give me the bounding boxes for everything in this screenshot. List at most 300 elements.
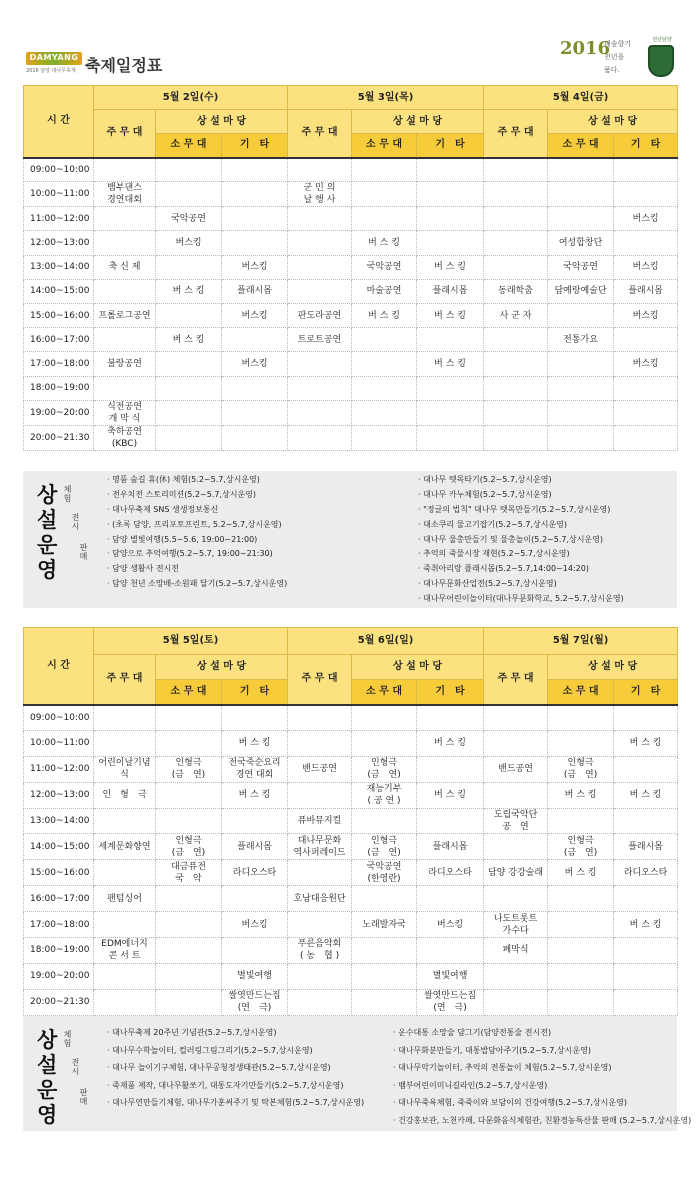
event-cell: 버 스 킹 (417, 255, 484, 279)
list-item: · (초록 담양, 프리포토프린트, 5.2~5.7,상시운영) (107, 518, 287, 533)
time-slot: 16:00~17:00 (24, 328, 94, 352)
event-cell: 쌀엿만드는집 (연 극) (417, 989, 484, 1015)
event-cell (484, 989, 548, 1015)
event-cell: 판도라공연 (288, 303, 352, 327)
event-cell (484, 730, 548, 756)
event-cell (417, 328, 484, 352)
event-cell (222, 328, 288, 352)
time-slot: 15:00~16:00 (24, 303, 94, 327)
event-cell: 버 스 킹 (352, 231, 417, 255)
event-cell: 폐막식 (484, 938, 548, 964)
permanent-label-char: 상 (37, 1028, 58, 1052)
list-item: · 대나무어린이놀이터(대나무문화학교, 5.2~5.7,상시운영) (418, 592, 624, 607)
small-stage-header: 소 무 대 (156, 680, 222, 705)
event-cell: 팬텀싱어 (94, 886, 156, 912)
event-cell: 버스킹 (156, 231, 222, 255)
list-item: · 대나무연만들기체험, 대나무가훈써주기 및 탁본체험(5.2~5.7,상시운영) (107, 1094, 364, 1112)
event-cell (288, 400, 352, 425)
list-item: · 대나무수학놀이터, 컬러링그림그리기(5.2~5.7,상시운영) (107, 1042, 364, 1060)
event-cell (548, 182, 614, 207)
event-cell (222, 376, 288, 400)
time-slot: 16:00~17:00 (24, 886, 94, 912)
day-header: 5월 3일(목) (288, 86, 484, 110)
event-cell (94, 912, 156, 938)
event-cell (484, 425, 548, 450)
logo-text: DAMYANG (29, 53, 79, 62)
event-cell (222, 705, 288, 731)
table-row (24, 425, 678, 450)
event-cell (417, 182, 484, 207)
event-cell (417, 808, 484, 834)
event-cell (614, 231, 678, 255)
list-item: · 담양 천년 소망배-소원패 달기(5.2~5.7,상시운영) (107, 577, 287, 592)
permanent-yard-header: 상 설 마 당 (156, 110, 288, 134)
main-stage-header: 주 무 대 (94, 655, 156, 705)
event-cell (548, 158, 614, 182)
table-row (24, 834, 678, 860)
list-item: · "정글의 법칙" 대나무 뗏목만들기(5.2~5.7,상시운영) (418, 503, 624, 518)
table-row (24, 730, 678, 756)
event-cell (94, 808, 156, 834)
event-cell (288, 376, 352, 400)
event-cell: 별빛여행 (222, 963, 288, 989)
table-row (24, 705, 678, 731)
permanent-label-char: 영 (37, 1103, 58, 1127)
list-item: · 대나무문화산업전(5.2~5.7,상시운영) (418, 577, 624, 592)
event-cell: 버 스 킹 (417, 730, 484, 756)
event-cell (94, 231, 156, 255)
event-cell (156, 303, 222, 327)
event-cell: 인형극 (금 연) (156, 834, 222, 860)
event-cell (156, 158, 222, 182)
brand-mark (560, 36, 642, 80)
program-list-left (107, 473, 287, 592)
event-cell (352, 400, 417, 425)
event-cell: 전국죽순요리 경연 대회 (222, 756, 288, 782)
event-cell (156, 989, 222, 1015)
event-cell (614, 886, 678, 912)
time-slot: 17:00~18:00 (24, 352, 94, 376)
event-cell: 버스킹 (222, 303, 288, 327)
small-stage-header: 소 무 대 (352, 680, 417, 705)
event-cell (156, 400, 222, 425)
event-cell (352, 376, 417, 400)
event-cell (94, 963, 156, 989)
event-cell (548, 376, 614, 400)
main-stage-header: 주 무 대 (288, 110, 352, 158)
table-row (24, 912, 678, 938)
event-cell (484, 400, 548, 425)
event-cell (548, 963, 614, 989)
table-row (24, 989, 678, 1015)
event-cell (352, 808, 417, 834)
event-cell: 버 스 킹 (417, 782, 484, 808)
event-cell (156, 938, 222, 964)
event-cell (484, 255, 548, 279)
list-item: · 대나무축제 20주년 기념관(5.2~5.7,상시운영) (107, 1024, 364, 1042)
event-cell: 담양 강강술래 (484, 860, 548, 886)
event-cell: 버스킹 (614, 352, 678, 376)
event-cell: 버 스 킹 (548, 782, 614, 808)
event-cell: 대나무문화 역사퍼레이드 (288, 834, 352, 860)
event-cell: 국악공연 (352, 255, 417, 279)
event-cell: 플래시몹 (614, 279, 678, 303)
table-row (24, 207, 678, 231)
table-row (24, 963, 678, 989)
program-list-right (418, 473, 624, 607)
event-cell: 여성합창단 (548, 231, 614, 255)
event-cell (484, 963, 548, 989)
table-row (24, 400, 678, 425)
event-cell (288, 860, 352, 886)
event-cell: 별빛여행 (417, 963, 484, 989)
event-cell (288, 705, 352, 731)
event-cell (288, 989, 352, 1015)
event-cell: 버스킹 (222, 912, 288, 938)
event-cell (156, 886, 222, 912)
event-cell (548, 938, 614, 964)
event-cell (288, 231, 352, 255)
event-cell: 인 형 극 (94, 782, 156, 808)
event-cell (417, 705, 484, 731)
event-cell: 버 스 킹 (614, 782, 678, 808)
event-cell: 군 민 의 날 행 사 (288, 182, 352, 207)
event-cell: 버 스 킹 (222, 782, 288, 808)
event-cell (614, 989, 678, 1015)
time-slot: 19:00~20:00 (24, 963, 94, 989)
event-cell (417, 158, 484, 182)
event-cell (484, 352, 548, 376)
page-title: 축제일정표 (85, 56, 163, 75)
day-header: 5월 6일(일) (288, 628, 484, 655)
event-cell: 어린이날기념식 (94, 756, 156, 782)
event-cell (222, 808, 288, 834)
list-item: · 대나무축제 SNS 생생정보통신 (107, 503, 287, 518)
event-cell: 대금퓨전 국 악 (156, 860, 222, 886)
event-cell (484, 834, 548, 860)
event-cell: 인형극 (금 연) (156, 756, 222, 782)
permanent-yard-header: 상 설 마 당 (156, 655, 288, 680)
list-item: · 대나무 물총만들기 및 물총놀이(5.2~5.7,상시운영) (418, 533, 624, 548)
time-slot: 10:00~11:00 (24, 730, 94, 756)
time-slot: 14:00~15:00 (24, 834, 94, 860)
event-cell (352, 328, 417, 352)
table-row (24, 756, 678, 782)
main-stage-header: 주 무 대 (288, 655, 352, 705)
event-cell: 인형극 (금 연) (548, 834, 614, 860)
brand-year: 2016 (560, 38, 611, 59)
event-cell: 식전공연 개 막 식 (94, 400, 156, 425)
event-cell (94, 279, 156, 303)
event-cell (614, 376, 678, 400)
table-row (24, 303, 678, 327)
day-header: 5월 5일(토) (94, 628, 288, 655)
event-cell (548, 730, 614, 756)
event-cell (484, 182, 548, 207)
event-cell (288, 963, 352, 989)
event-cell (94, 989, 156, 1015)
table-row (24, 938, 678, 964)
event-cell: 세계문화향연 (94, 834, 156, 860)
event-cell (156, 912, 222, 938)
list-item: · 대나무죽욕체험, 죽죽이와 보담이의 건강여행(5.2~5.7,상시운영) (393, 1094, 691, 1112)
event-cell: 밴드공연 (288, 756, 352, 782)
brand-tagline-line: 대숲향기 (604, 40, 632, 48)
event-cell: 버스킹 (417, 912, 484, 938)
event-cell (614, 400, 678, 425)
event-cell (417, 400, 484, 425)
list-item: · 담양 별빛여행(5.5~5.6, 19:00~21:00) (107, 533, 287, 548)
list-item: · 뱀부어린이미니길라인(5.2~5.7,상시운영) (393, 1077, 691, 1095)
list-item: · 대나무 놀이기구체험, 대나무공청정생태관(5.2~5.7,상시운영) (107, 1059, 364, 1077)
event-cell: 플래시몹 (417, 834, 484, 860)
event-cell (352, 705, 417, 731)
table-row (24, 886, 678, 912)
event-cell: 버 스 킹 (352, 303, 417, 327)
event-cell (614, 425, 678, 450)
event-cell (156, 730, 222, 756)
brand-tagline-line: 천년을 (604, 53, 625, 61)
emblem-shield-icon (648, 45, 674, 77)
event-cell: 플래시몹 (614, 834, 678, 860)
event-cell (288, 279, 352, 303)
time-slot: 10:00~11:00 (24, 182, 94, 207)
event-cell: 인형극 (금 연) (352, 834, 417, 860)
event-cell: 노래발자국 (352, 912, 417, 938)
main-stage-header: 주 무 대 (484, 110, 548, 158)
event-cell (288, 352, 352, 376)
event-cell (156, 182, 222, 207)
time-slot: 12:00~13:00 (24, 782, 94, 808)
time-slot: 11:00~12:00 (24, 756, 94, 782)
permanent-yard-header: 상 설 마 당 (352, 110, 484, 134)
event-cell (288, 782, 352, 808)
event-cell (156, 352, 222, 376)
permanent-label (33, 471, 93, 608)
event-cell: 버스킹 (614, 255, 678, 279)
event-cell (352, 963, 417, 989)
event-cell (222, 158, 288, 182)
small-stage-header: 소 무 대 (352, 134, 417, 158)
event-cell: 도립국악단 공 연 (484, 808, 548, 834)
event-cell (484, 376, 548, 400)
list-item: · 대나무화분만들기, 대통밥담아주기(5.2~5.7,상시운영) (393, 1042, 691, 1060)
event-cell (288, 158, 352, 182)
event-cell (222, 182, 288, 207)
table-row (24, 376, 678, 400)
event-cell (417, 231, 484, 255)
event-cell: 뱀부댄스 경연대회 (94, 182, 156, 207)
event-cell (156, 963, 222, 989)
event-cell (417, 207, 484, 231)
event-cell (417, 756, 484, 782)
list-item: · 명품 숲길 휴(休) 체험(5.2~5.7,상시운영) (107, 473, 287, 488)
event-cell (484, 705, 548, 731)
permanent-label-char: 운 (37, 533, 58, 557)
event-cell (288, 730, 352, 756)
day-header: 5월 2일(수) (94, 86, 288, 110)
event-cell: 버 스 킹 (548, 860, 614, 886)
event-cell: 퓨바뮤지컬 (288, 808, 352, 834)
event-cell (156, 808, 222, 834)
permanent-sub-label: 체 험 (63, 1030, 72, 1048)
event-cell (614, 158, 678, 182)
permanent-label-char: 운 (37, 1078, 58, 1102)
table-row (24, 255, 678, 279)
table-row (24, 860, 678, 886)
event-cell (352, 730, 417, 756)
table-row (24, 279, 678, 303)
event-cell (288, 912, 352, 938)
other-header: 기 타 (222, 680, 288, 705)
event-cell (548, 912, 614, 938)
list-item: · 담양 생활사 전시전 (107, 562, 287, 577)
event-cell: 버 스 킹 (417, 352, 484, 376)
permanent-sub-label: 전 시 (71, 513, 80, 531)
program-list-left (107, 1024, 364, 1112)
time-slot: 09:00~10:00 (24, 158, 94, 182)
event-cell: 라디오스타 (614, 860, 678, 886)
event-cell (484, 158, 548, 182)
other-header: 기 타 (417, 134, 484, 158)
event-cell: 플래시몹 (222, 834, 288, 860)
event-cell (614, 756, 678, 782)
main-stage-header: 주 무 대 (484, 655, 548, 705)
brand-tagline (604, 38, 631, 77)
event-cell: 라디오스타 (222, 860, 288, 886)
event-cell (417, 886, 484, 912)
event-cell: 플래시몹 (222, 279, 288, 303)
time-slot: 19:00~20:00 (24, 400, 94, 425)
county-emblem (648, 36, 676, 80)
event-cell (288, 207, 352, 231)
small-stage-header: 소 무 대 (548, 134, 614, 158)
event-cell: 재능기부 ( 공 연 ) (352, 782, 417, 808)
event-cell (484, 782, 548, 808)
permanent-label (33, 1016, 93, 1131)
permanent-programs-week1 (23, 471, 677, 608)
list-item: · 건강홍보관, 노천카페, 다문화음식체험관, 친환경농특산물 판매 (5.2~5.7,상시운영) (393, 1112, 691, 1130)
event-cell (94, 158, 156, 182)
event-cell (222, 938, 288, 964)
permanent-sub-label: 전 시 (71, 1058, 80, 1076)
event-cell (352, 425, 417, 450)
page-header (0, 0, 699, 84)
event-cell (484, 886, 548, 912)
permanent-sub-label: 체 험 (63, 485, 72, 503)
table-row (24, 182, 678, 207)
brand-tagline-line: 품다. (604, 66, 620, 74)
festival-logo (26, 52, 82, 76)
event-cell (548, 425, 614, 450)
permanent-label-char: 설 (37, 1053, 58, 1077)
table-row (24, 808, 678, 834)
event-cell: 국악공연 (548, 255, 614, 279)
event-cell: 인형극 (금 연) (352, 756, 417, 782)
event-cell: 축 신 제 (94, 255, 156, 279)
event-cell: 버스킹 (222, 255, 288, 279)
event-cell: 호남대응원단 (288, 886, 352, 912)
table-row (24, 328, 678, 352)
permanent-label-char: 상 (37, 483, 58, 507)
event-cell: 쌀엿만드는집 (연 극) (222, 989, 288, 1015)
permanent-label-char: 설 (37, 508, 58, 532)
permanent-sub-label: 판 매 (79, 1088, 88, 1106)
event-cell (94, 328, 156, 352)
event-cell (548, 207, 614, 231)
event-cell (548, 352, 614, 376)
event-cell: 버 스 킹 (156, 279, 222, 303)
event-cell (548, 886, 614, 912)
event-cell (614, 328, 678, 352)
permanent-yard-header: 상 설 마 당 (352, 655, 484, 680)
event-cell (548, 989, 614, 1015)
table-row (24, 158, 678, 182)
day-header: 5월 4일(금) (484, 86, 678, 110)
event-cell (222, 425, 288, 450)
other-header: 기 타 (417, 680, 484, 705)
time-slot: 18:00~19:00 (24, 376, 94, 400)
event-cell (352, 886, 417, 912)
event-cell (94, 860, 156, 886)
event-cell: 버스킹 (614, 303, 678, 327)
event-cell: 버 스 킹 (614, 912, 678, 938)
permanent-yard-header: 상 설 마 당 (548, 655, 678, 680)
event-cell (156, 255, 222, 279)
logo-subtext: 2016 담양 대나무축제 (26, 68, 76, 74)
list-item: · 죽제품 제작, 대나무활쏘기, 대통도자기만들기(5.2~5.7,상시운영) (107, 1077, 364, 1095)
event-cell: 버 스 킹 (417, 303, 484, 327)
event-cell (484, 328, 548, 352)
event-cell: 사 군 자 (484, 303, 548, 327)
event-cell (352, 207, 417, 231)
event-cell: 불랑공연 (94, 352, 156, 376)
list-item: · 대나무 카누체험(5.2~5.7,상시운영) (418, 488, 624, 503)
time-slot: 13:00~14:00 (24, 808, 94, 834)
time-slot: 09:00~10:00 (24, 705, 94, 731)
other-header: 기 타 (614, 134, 678, 158)
event-cell: 축하공연 (KBC) (94, 425, 156, 450)
event-cell (614, 808, 678, 834)
event-cell (417, 376, 484, 400)
event-cell: 푸른음악회 ( 농 협 ) (288, 938, 352, 964)
event-cell: 버스킹 (614, 207, 678, 231)
event-cell: 마술공연 (352, 279, 417, 303)
event-cell (352, 182, 417, 207)
event-cell (222, 231, 288, 255)
event-cell: 인형극 (금 연) (548, 756, 614, 782)
schedule-table-week1 (23, 85, 678, 451)
event-cell (94, 705, 156, 731)
event-cell (614, 705, 678, 731)
permanent-sub-label: 판 매 (79, 543, 88, 561)
other-header: 기 타 (614, 680, 678, 705)
other-header: 기 타 (222, 134, 288, 158)
list-item: · 운수대통 소망술 담그기(담양전통술 전시전) (393, 1024, 691, 1042)
event-cell (352, 352, 417, 376)
time-header: 시 간 (24, 86, 94, 158)
time-slot: 12:00~13:00 (24, 231, 94, 255)
event-cell: 버 스 킹 (222, 730, 288, 756)
time-slot: 15:00~16:00 (24, 860, 94, 886)
event-cell (548, 400, 614, 425)
permanent-programs-week2 (23, 1016, 692, 1131)
event-cell: 동래학춤 (484, 279, 548, 303)
event-cell: 버 스 킹 (614, 730, 678, 756)
event-cell (156, 705, 222, 731)
event-cell (484, 207, 548, 231)
event-cell (94, 376, 156, 400)
